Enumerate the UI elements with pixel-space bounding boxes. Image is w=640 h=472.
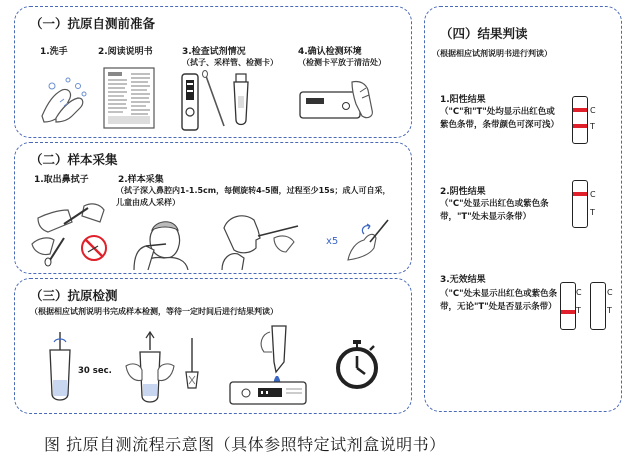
positive-test-strip	[572, 96, 588, 144]
step-read-manual-label: 2.阅读说明书	[98, 47, 153, 57]
invalid-test-strip-with-t	[560, 282, 576, 330]
step-sampling-label: 2.样本采集	[118, 175, 164, 185]
person-swabbing-nose-icon	[128, 212, 208, 270]
test-kit-items-icon	[180, 70, 266, 132]
invalid-strip1-c-label: C	[576, 288, 582, 297]
washing-hands-icon	[34, 72, 92, 130]
sampling-instruction-note: （拭子深入鼻腔内1-1.5cm，每侧旋转4-5圈，过程至少15s；成人可自采，儿童由成人采样）	[116, 186, 391, 207]
section-preparation-title: （一）抗原自测前准备	[30, 16, 156, 31]
discard-swab-icon	[182, 336, 202, 392]
step-environment-label: 4.确认检测环境	[298, 47, 362, 57]
test-band	[561, 310, 575, 314]
invalid-strip1-t-label: T	[576, 306, 581, 315]
results-subtitle: （根据相应试剂说明书进行判读）	[432, 49, 552, 58]
step-environment-sub: （检测卡平放于清洁处）	[298, 58, 386, 67]
positive-result-desc: （"C"和"T"处均显示出红色或紫色条带，条带颜色可深可浅）	[440, 107, 560, 130]
test-card-on-table-icon	[298, 76, 378, 130]
section-sampling-title: （二）样本采集	[30, 152, 118, 167]
invalid-result-title: 3.无效结果	[440, 275, 486, 285]
control-band	[573, 192, 587, 196]
step-take-swab-label: 1.取出鼻拭子	[34, 175, 89, 185]
negative-t-label: T	[590, 208, 595, 217]
negative-result-title: 2.阴性结果	[440, 187, 486, 197]
step-wash-hands-label: 1.洗手	[40, 47, 68, 57]
invalid-strip2-t-label: T	[607, 306, 612, 315]
positive-result-title: 1.阳性结果	[440, 95, 486, 105]
negative-result-desc: （"C"处显示出红色或紫色条带，"T"处未显示条带）	[440, 199, 549, 222]
positive-t-label: T	[590, 122, 595, 131]
instruction-manual-icon	[100, 66, 158, 130]
positive-c-label: C	[590, 106, 596, 115]
control-band	[573, 108, 587, 112]
invalid-strip2-c-label: C	[607, 288, 613, 297]
step-check-kit-label: 3.检查试剂情况	[182, 47, 246, 57]
drop-sample-on-card-icon	[226, 322, 310, 406]
negative-c-label: C	[590, 190, 596, 199]
step-check-kit-sub: （拭子、采样管、检测卡）	[182, 58, 278, 67]
figure-caption: 图 抗原自测流程示意图（具体参照特定试剂盒说明书）	[44, 435, 446, 454]
stopwatch-icon	[334, 338, 380, 390]
rotation-count-label: x5	[326, 236, 339, 247]
section-testing-title: （三）抗原检测	[30, 288, 118, 303]
negative-test-strip	[572, 180, 588, 228]
testing-instruction-note: （根据相应试剂说明书完成样本检测，等待一定时间后进行结果判读）	[30, 307, 278, 316]
test-band	[573, 124, 587, 128]
take-swab-hands-icon	[28, 188, 112, 268]
section-results-title: （四）结果判读	[440, 26, 528, 41]
swab-in-tube-icon	[40, 330, 80, 406]
squeeze-tube-icon	[122, 330, 178, 406]
child-nose-swab-profile-icon	[214, 208, 308, 270]
invalid-result-desc: （"C"处未显示出红色或紫色条带，无论"T"处是否显示条带）	[440, 289, 558, 312]
invalid-test-strip-blank	[590, 282, 606, 330]
nostril-rotation-icon	[340, 214, 396, 264]
wait-time-label: 30 sec.	[78, 366, 112, 376]
